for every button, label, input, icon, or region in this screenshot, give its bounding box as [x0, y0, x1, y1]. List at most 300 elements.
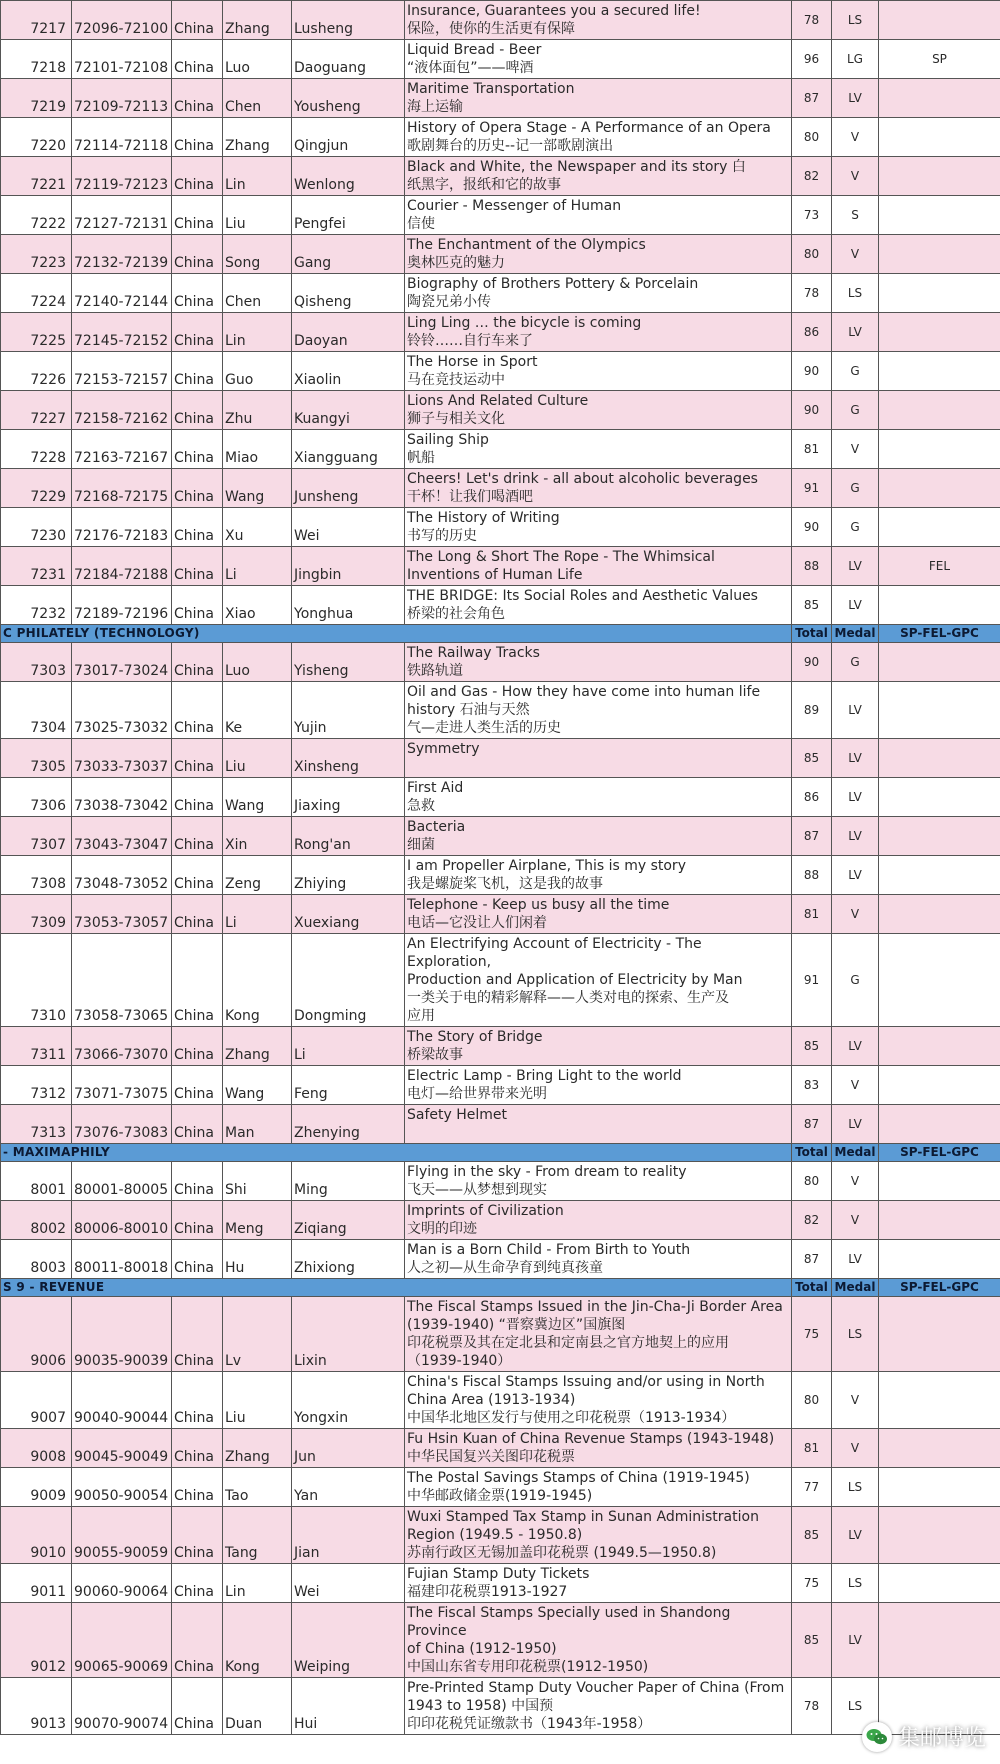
section-header [1, 1144, 1000, 1162]
cell-exhibit-number: 8001 [1, 1162, 72, 1201]
cell-exhibit-number: 7230 [1, 508, 72, 547]
title-line: (1939-1940) “晋察冀边区”国旗图 [407, 1317, 626, 1333]
table-row [1, 934, 1000, 1027]
cell-special-prize [879, 430, 1000, 469]
cell-first-name: Yujin [292, 682, 405, 739]
cell-first-name: Jun [292, 1429, 405, 1468]
title-line: Liquid Bread - Beer [407, 42, 542, 58]
cell-title [405, 196, 792, 235]
cell-special-prize [879, 1429, 1000, 1468]
cell-frames: 90050-90054 [72, 1468, 172, 1507]
title-line: Courier - Messenger of Human [407, 198, 622, 214]
title-line: Wuxi Stamped Tax Stamp in Sunan Administration [407, 1509, 759, 1525]
title-line: Imprints of Civilization [407, 1203, 564, 1219]
cell-total: 77 [792, 1468, 832, 1507]
title-line: 电灯—给世界带来光明 [407, 1086, 547, 1102]
cell-last-name: Shi [223, 1162, 292, 1201]
header-sp: SP-FEL-GPC [879, 1279, 1000, 1297]
title-line: Insurance, Guarantees you a secured life! [407, 3, 701, 19]
cell-total: 78 [792, 274, 832, 313]
cell-exhibit-number: 9007 [1, 1372, 72, 1429]
cell-country: China [172, 817, 223, 856]
cell-last-name: Song [223, 235, 292, 274]
cell-exhibit-number: 7313 [1, 1105, 72, 1144]
cell-first-name: Zhenying [292, 1105, 405, 1144]
title-line: 信使 [407, 216, 435, 232]
cell-special-prize [879, 196, 1000, 235]
cell-country: China [172, 739, 223, 778]
cell-last-name: Wang [223, 778, 292, 817]
cell-total: 87 [792, 1240, 832, 1279]
table-row [1, 1, 1000, 40]
cell-frames: 72176-72183 [72, 508, 172, 547]
cell-country: China [172, 352, 223, 391]
cell-medal: LS [832, 274, 879, 313]
table-row [1, 235, 1000, 274]
cell-title [405, 1678, 792, 1735]
cell-frames: 72189-72196 [72, 586, 172, 625]
title-line: Biography of Brothers Pottery & Porcelain [407, 276, 699, 292]
cell-country: China [172, 1027, 223, 1066]
cell-country: China [172, 586, 223, 625]
cell-total: 90 [792, 508, 832, 547]
table-row [1, 118, 1000, 157]
cell-title [405, 1564, 792, 1603]
cell-first-name: Xiangguang [292, 430, 405, 469]
cell-exhibit-number: 9006 [1, 1297, 72, 1372]
cell-total: 89 [792, 682, 832, 739]
cell-total: 78 [792, 1, 832, 40]
cell-title [405, 778, 792, 817]
title-line: 急救 [407, 798, 435, 814]
table-row [1, 1507, 1000, 1564]
title-line: 苏南行政区无锡加盖印花税票 (1949.5—1950.8) [407, 1545, 717, 1561]
cell-special-prize [879, 508, 1000, 547]
cell-last-name: Zhang [223, 1, 292, 40]
cell-exhibit-number: 9011 [1, 1564, 72, 1603]
cell-medal: V [832, 1372, 879, 1429]
cell-exhibit-number: 7225 [1, 313, 72, 352]
title-line: 铃铃……自行车来了 [407, 333, 533, 349]
cell-exhibit-number: 7221 [1, 157, 72, 196]
title-line: （1939-1940） [407, 1353, 512, 1369]
cell-country: China [172, 469, 223, 508]
cell-special-prize [879, 313, 1000, 352]
table-row [1, 586, 1000, 625]
cell-last-name: Lin [223, 157, 292, 196]
table-row [1, 196, 1000, 235]
table-row [1, 643, 1000, 682]
cell-last-name: Liu [223, 1372, 292, 1429]
cell-last-name: Duan [223, 1678, 292, 1735]
cell-title [405, 1603, 792, 1678]
cell-special-prize [879, 1507, 1000, 1564]
cell-country: China [172, 508, 223, 547]
cell-last-name: Luo [223, 40, 292, 79]
cell-frames: 72163-72167 [72, 430, 172, 469]
title-line: 一类关于电的精彩解释——人类对电的探索、生产及 [407, 990, 729, 1006]
cell-title [405, 40, 792, 79]
cell-exhibit-number: 7308 [1, 856, 72, 895]
cell-frames: 72168-72175 [72, 469, 172, 508]
cell-last-name: Meng [223, 1201, 292, 1240]
cell-medal: LV [832, 547, 879, 586]
cell-first-name: Yisheng [292, 643, 405, 682]
cell-title [405, 682, 792, 739]
table-row [1, 1027, 1000, 1066]
cell-exhibit-number: 7218 [1, 40, 72, 79]
cell-medal: G [832, 391, 879, 430]
table-row [1, 430, 1000, 469]
cell-special-prize [879, 739, 1000, 778]
wechat-icon [862, 1722, 892, 1752]
title-line: history 石油与天然 [407, 702, 530, 718]
table-row [1, 391, 1000, 430]
cell-first-name: Wei [292, 508, 405, 547]
cell-title [405, 79, 792, 118]
cell-medal: G [832, 469, 879, 508]
cell-frames: 73017-73024 [72, 643, 172, 682]
cell-first-name: Yongxin [292, 1372, 405, 1429]
cell-frames: 90065-90069 [72, 1603, 172, 1678]
header-medal: Medal [832, 1279, 879, 1297]
cell-special-prize [879, 274, 1000, 313]
title-line: 中国华北地区发行与使用之印花税票（1913-1934） [407, 1410, 736, 1426]
table-row [1, 1429, 1000, 1468]
cell-frames: 90045-90049 [72, 1429, 172, 1468]
title-line: Black and White, the Newspaper and its story 白 [407, 159, 746, 175]
cell-country: China [172, 1678, 223, 1735]
cell-last-name: Zhang [223, 1429, 292, 1468]
title-line: The Horse in Sport [407, 354, 538, 370]
cell-country: China [172, 1507, 223, 1564]
table-row [1, 856, 1000, 895]
cell-total: 87 [792, 1105, 832, 1144]
cell-medal: LS [832, 1564, 879, 1603]
cell-first-name: Qingjun [292, 118, 405, 157]
cell-frames: 90040-90044 [72, 1372, 172, 1429]
cell-first-name: Yonghua [292, 586, 405, 625]
title-line: Inventions of Human Life [407, 567, 583, 583]
cell-total: 88 [792, 547, 832, 586]
cell-special-prize [879, 235, 1000, 274]
cell-country: China [172, 40, 223, 79]
cell-medal: G [832, 352, 879, 391]
cell-last-name: Miao [223, 430, 292, 469]
cell-country: China [172, 1240, 223, 1279]
cell-total: 96 [792, 40, 832, 79]
cell-title [405, 391, 792, 430]
cell-exhibit-number: 8002 [1, 1201, 72, 1240]
cell-first-name: Junsheng [292, 469, 405, 508]
cell-frames: 90055-90059 [72, 1507, 172, 1564]
cell-first-name: Ming [292, 1162, 405, 1201]
cell-last-name: Chen [223, 79, 292, 118]
cell-title [405, 1, 792, 40]
title-line: of China (1912-1950) [407, 1641, 557, 1657]
table-row [1, 1105, 1000, 1144]
cell-first-name: Hui [292, 1678, 405, 1735]
cell-medal: LV [832, 778, 879, 817]
section-title: S 9 - REVENUE [1, 1279, 792, 1297]
cell-last-name: Man [223, 1105, 292, 1144]
title-line: THE BRIDGE: Its Social Roles and Aesthetic Values [407, 588, 758, 604]
cell-title [405, 508, 792, 547]
cell-medal: V [832, 235, 879, 274]
cell-medal: LV [832, 1240, 879, 1279]
cell-country: China [172, 1603, 223, 1678]
cell-title [405, 586, 792, 625]
cell-frames: 73058-73065 [72, 934, 172, 1027]
cell-title [405, 1240, 792, 1279]
cell-last-name: Luo [223, 643, 292, 682]
title-line: 印印花税凭证缴款书（1943年-1958） [407, 1716, 652, 1732]
cell-medal: LV [832, 1603, 879, 1678]
cell-total: 75 [792, 1564, 832, 1603]
cell-first-name: Li [292, 1027, 405, 1066]
cell-title [405, 1468, 792, 1507]
cell-country: China [172, 1429, 223, 1468]
cell-title [405, 274, 792, 313]
title-line: 奥林匹克的魅力 [407, 255, 505, 271]
cell-total: 86 [792, 313, 832, 352]
cell-medal: V [832, 157, 879, 196]
cell-medal: LS [832, 1468, 879, 1507]
table-row [1, 1201, 1000, 1240]
cell-first-name: Jiaxing [292, 778, 405, 817]
header-sp: SP-FEL-GPC [879, 1144, 1000, 1162]
table-row [1, 313, 1000, 352]
cell-exhibit-number: 7312 [1, 1066, 72, 1105]
title-line: Symmetry [407, 741, 480, 757]
cell-special-prize [879, 934, 1000, 1027]
title-line: The Postal Savings Stamps of China (1919-1945) [407, 1470, 750, 1486]
cell-first-name: Lixin [292, 1297, 405, 1372]
cell-total: 90 [792, 643, 832, 682]
title-line: 应用 [407, 1008, 435, 1024]
cell-exhibit-number: 7310 [1, 934, 72, 1027]
cell-exhibit-number: 9008 [1, 1429, 72, 1468]
cell-last-name: Zhang [223, 1027, 292, 1066]
title-line: 中华民国复兴关图印花税票 [407, 1449, 575, 1465]
cell-last-name: Liu [223, 196, 292, 235]
title-line: 干杯！让我们喝酒吧 [407, 489, 533, 505]
cell-medal: V [832, 118, 879, 157]
cell-total: 73 [792, 196, 832, 235]
title-line: 中国山东省专用印花税票(1912-1950) [407, 1659, 649, 1675]
cell-total: 90 [792, 391, 832, 430]
cell-last-name: Xin [223, 817, 292, 856]
cell-last-name: Hu [223, 1240, 292, 1279]
cell-exhibit-number: 7311 [1, 1027, 72, 1066]
cell-country: China [172, 643, 223, 682]
cell-country: China [172, 196, 223, 235]
title-line: Region (1949.5 - 1950.8) [407, 1527, 583, 1543]
cell-special-prize [879, 1603, 1000, 1678]
cell-frames: 72114-72118 [72, 118, 172, 157]
cell-special-prize [879, 1162, 1000, 1201]
cell-special-prize [879, 1201, 1000, 1240]
title-line: The History of Writing [407, 510, 560, 526]
cell-special-prize [879, 1105, 1000, 1144]
title-line: Cheers! Let's drink - all about alcoholic beverages [407, 471, 758, 487]
cell-title [405, 469, 792, 508]
cell-frames: 72101-72108 [72, 40, 172, 79]
title-line: The Long & Short The Rope - The Whimsical [407, 549, 715, 565]
cell-last-name: Zhang [223, 118, 292, 157]
cell-total: 82 [792, 1201, 832, 1240]
title-line: An Electrifying Account of Electricity - The Exploration, [407, 936, 702, 970]
cell-last-name: Xiao [223, 586, 292, 625]
header-total: Total [792, 625, 832, 643]
cell-frames: 72158-72162 [72, 391, 172, 430]
cell-total: 88 [792, 856, 832, 895]
cell-exhibit-number: 7231 [1, 547, 72, 586]
cell-exhibit-number: 7306 [1, 778, 72, 817]
cell-special-prize [879, 352, 1000, 391]
cell-title [405, 235, 792, 274]
cell-frames: 73043-73047 [72, 817, 172, 856]
cell-title [405, 1066, 792, 1105]
cell-last-name: Lin [223, 313, 292, 352]
cell-exhibit-number: 9013 [1, 1678, 72, 1735]
cell-medal: V [832, 895, 879, 934]
cell-first-name: Yousheng [292, 79, 405, 118]
table-row [1, 274, 1000, 313]
cell-frames: 72119-72123 [72, 157, 172, 196]
header-medal: Medal [832, 1144, 879, 1162]
cell-frames: 72127-72131 [72, 196, 172, 235]
cell-first-name: Kuangyi [292, 391, 405, 430]
cell-title [405, 118, 792, 157]
cell-total: 85 [792, 1507, 832, 1564]
cell-medal: LV [832, 856, 879, 895]
cell-medal: LV [832, 1105, 879, 1144]
cell-first-name: Feng [292, 1066, 405, 1105]
cell-special-prize [879, 856, 1000, 895]
cell-frames: 73033-73037 [72, 739, 172, 778]
cell-first-name: Daoguang [292, 40, 405, 79]
cell-country: China [172, 1, 223, 40]
cell-country: China [172, 1162, 223, 1201]
cell-first-name: Gang [292, 235, 405, 274]
title-line: Pre-Printed Stamp Duty Voucher Paper of China (From [407, 1680, 785, 1696]
cell-special-prize [879, 1297, 1000, 1372]
cell-special-prize [879, 1468, 1000, 1507]
cell-total: 90 [792, 352, 832, 391]
cell-last-name: Kong [223, 934, 292, 1027]
cell-medal: V [832, 1066, 879, 1105]
cell-first-name: Wei [292, 1564, 405, 1603]
cell-country: China [172, 895, 223, 934]
header-sp: SP-FEL-GPC [879, 625, 1000, 643]
cell-exhibit-number: 7232 [1, 586, 72, 625]
cell-medal: S [832, 196, 879, 235]
cell-last-name: Tao [223, 1468, 292, 1507]
cell-medal: V [832, 1429, 879, 1468]
cell-last-name: Lv [223, 1297, 292, 1372]
title-line: 细菌 [407, 837, 435, 853]
cell-last-name: Zhu [223, 391, 292, 430]
title-line: 电话—它没让人们闲着 [407, 915, 547, 931]
cell-last-name: Li [223, 547, 292, 586]
cell-title [405, 1027, 792, 1066]
cell-special-prize [879, 79, 1000, 118]
cell-last-name: Li [223, 895, 292, 934]
cell-special-prize [879, 1564, 1000, 1603]
cell-country: China [172, 778, 223, 817]
cell-title [405, 547, 792, 586]
table-row [1, 1468, 1000, 1507]
cell-frames: 80001-80005 [72, 1162, 172, 1201]
cell-special-prize: SP [879, 40, 1000, 79]
cell-exhibit-number: 7222 [1, 196, 72, 235]
cell-total: 80 [792, 118, 832, 157]
cell-special-prize [879, 1372, 1000, 1429]
table-row [1, 1066, 1000, 1105]
cell-first-name: Dongming [292, 934, 405, 1027]
table-row [1, 547, 1000, 586]
cell-country: China [172, 1201, 223, 1240]
title-line: 1943 to 1958) 中国预 [407, 1698, 554, 1714]
cell-frames: 72096-72100 [72, 1, 172, 40]
cell-first-name: Daoyan [292, 313, 405, 352]
title-line: 人之初—从生命孕育到纯真孩童 [407, 1260, 603, 1276]
cell-total: 91 [792, 934, 832, 1027]
cell-medal: LV [832, 682, 879, 739]
table-row [1, 352, 1000, 391]
cell-total: 81 [792, 1429, 832, 1468]
cell-exhibit-number: 7226 [1, 352, 72, 391]
cell-frames: 73053-73057 [72, 895, 172, 934]
cell-total: 83 [792, 1066, 832, 1105]
cell-exhibit-number: 7220 [1, 118, 72, 157]
title-line: The Enchantment of the Olympics [407, 237, 646, 253]
cell-exhibit-number: 7228 [1, 430, 72, 469]
cell-medal: LV [832, 586, 879, 625]
cell-total: 80 [792, 1162, 832, 1201]
cell-last-name: Liu [223, 739, 292, 778]
title-line: 帆船 [407, 450, 435, 466]
table-row [1, 1162, 1000, 1201]
cell-exhibit-number: 7305 [1, 739, 72, 778]
title-line: Oil and Gas - How they have come into human life [407, 684, 761, 700]
cell-title [405, 895, 792, 934]
cell-total: 87 [792, 817, 832, 856]
title-line: 马在竞技运动中 [407, 372, 505, 388]
cell-first-name: Lusheng [292, 1, 405, 40]
cell-total: 85 [792, 586, 832, 625]
cell-medal: G [832, 643, 879, 682]
cell-title [405, 1105, 792, 1144]
watermark [862, 1721, 986, 1752]
title-line: Telephone - Keep us busy all the time [407, 897, 670, 913]
cell-frames: 90060-90064 [72, 1564, 172, 1603]
title-line: The Fiscal Stamps Issued in the Jin-Cha-Ji Border Area [407, 1299, 783, 1315]
cell-exhibit-number: 7309 [1, 895, 72, 934]
cell-frames: 73076-73083 [72, 1105, 172, 1144]
cell-total: 87 [792, 79, 832, 118]
cell-exhibit-number: 7224 [1, 274, 72, 313]
cell-first-name: Xiaolin [292, 352, 405, 391]
table-row [1, 778, 1000, 817]
cell-title [405, 1162, 792, 1201]
section-header [1, 625, 1000, 643]
title-line: History of Opera Stage - A Performance of an Opera [407, 120, 771, 136]
table-row [1, 40, 1000, 79]
cell-title [405, 1201, 792, 1240]
title-line: Man is a Born Child - From Birth to Youth [407, 1242, 691, 1258]
